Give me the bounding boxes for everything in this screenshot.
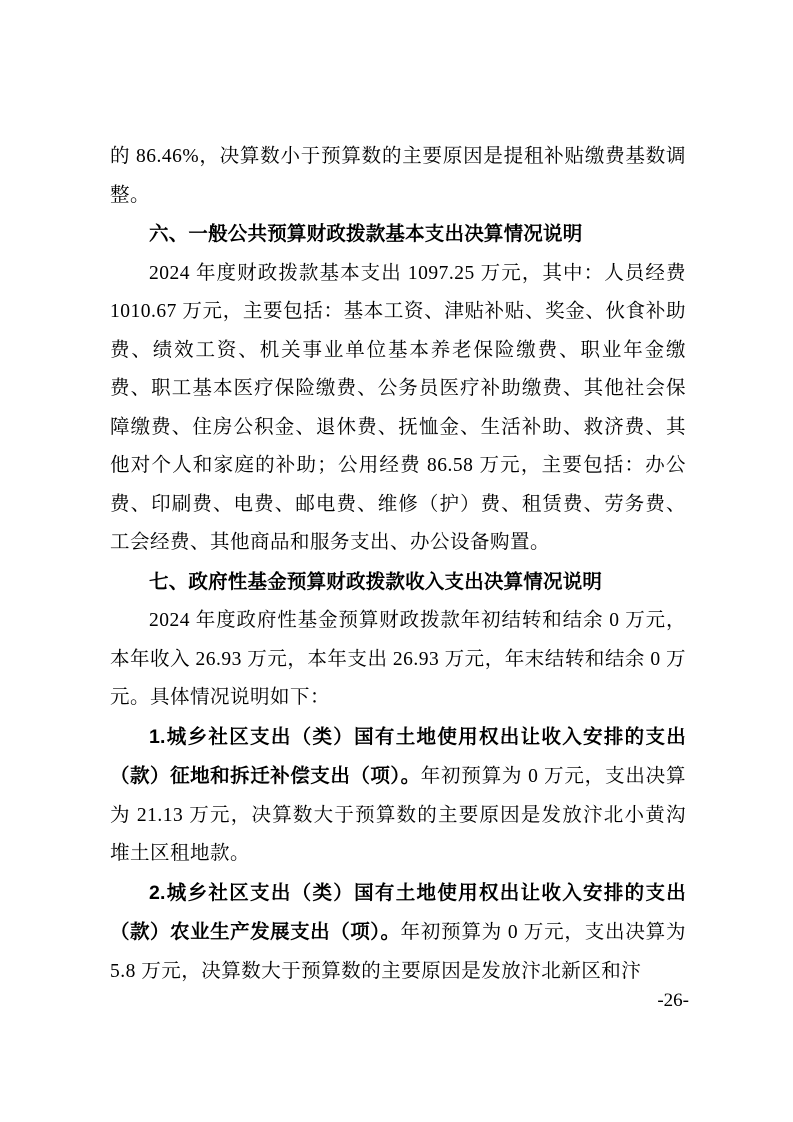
paragraph bbox=[110, 255, 686, 563]
paragraph bbox=[110, 602, 686, 718]
section-heading bbox=[110, 215, 686, 255]
text-run: 2024 年度政府性基金预算财政拨款年初结转和结余 0 万元，本年收入 26.93 万元，本年支出 26.93 万元，年末结转和结余 0 万元。具体情况说明如下： bbox=[110, 610, 686, 708]
bold-text-run: 2.城乡社区支出（类）国有土地使用权出让收入安排的支出（款）农业生产发展支出（项）。 bbox=[110, 881, 686, 943]
paragraph bbox=[110, 718, 686, 874]
section-heading bbox=[110, 563, 686, 603]
text-run: 的 86.46%，决算数小于预算数的主要原因是提租补贴缴费基数调整。 bbox=[110, 146, 686, 206]
bold-text-run: 1.城乡社区支出（类）国有土地使用权出让收入安排的支出（款）征地和拆迁补偿支出（项）。 bbox=[110, 725, 686, 787]
text-run: 2024 年度财政拨款基本支出 1097.25 万元，其中：人员经费 1010.67 万元，主要包括：基本工资、津贴补贴、奖金、伙食补助费、绩效工资、机关事业单位基本养老保险缴费、职业年金缴费、职工基本医疗保险缴费、公务员医疗补助缴费、其他社会保障缴费、住房公积金、退休费、抚恤金、生活补助、救济费、其他对个人和家庭的补助；公用经费 86.58 万元，主要包括：办公费、印刷费、电费、邮电费、维修（护）费、租赁费、劳务费、工会经费、其他商品和服务支出、办公设备购置。 bbox=[110, 262, 686, 553]
bold-text-run: 六、一般公共预算财政拨款基本支出决算情况说明 bbox=[149, 223, 583, 245]
document-body bbox=[110, 138, 686, 991]
paragraph bbox=[110, 138, 686, 215]
page-number: -26- bbox=[657, 990, 689, 1011]
text-run: 年初预算为 0 万元，支出决算为 5.8 万元，决算数大于预算数的主要原因是发放汴北新区和汴 bbox=[110, 922, 686, 982]
text-run: 年初预算为 0 万元，支出决算为 21.13 万元，决算数大于预算数的主要原因是发放汴北小黄沟堆土区租地款。 bbox=[110, 766, 686, 864]
bold-text-run: 七、政府性基金预算财政拨款收入支出决算情况说明 bbox=[149, 570, 603, 593]
paragraph bbox=[110, 874, 686, 992]
